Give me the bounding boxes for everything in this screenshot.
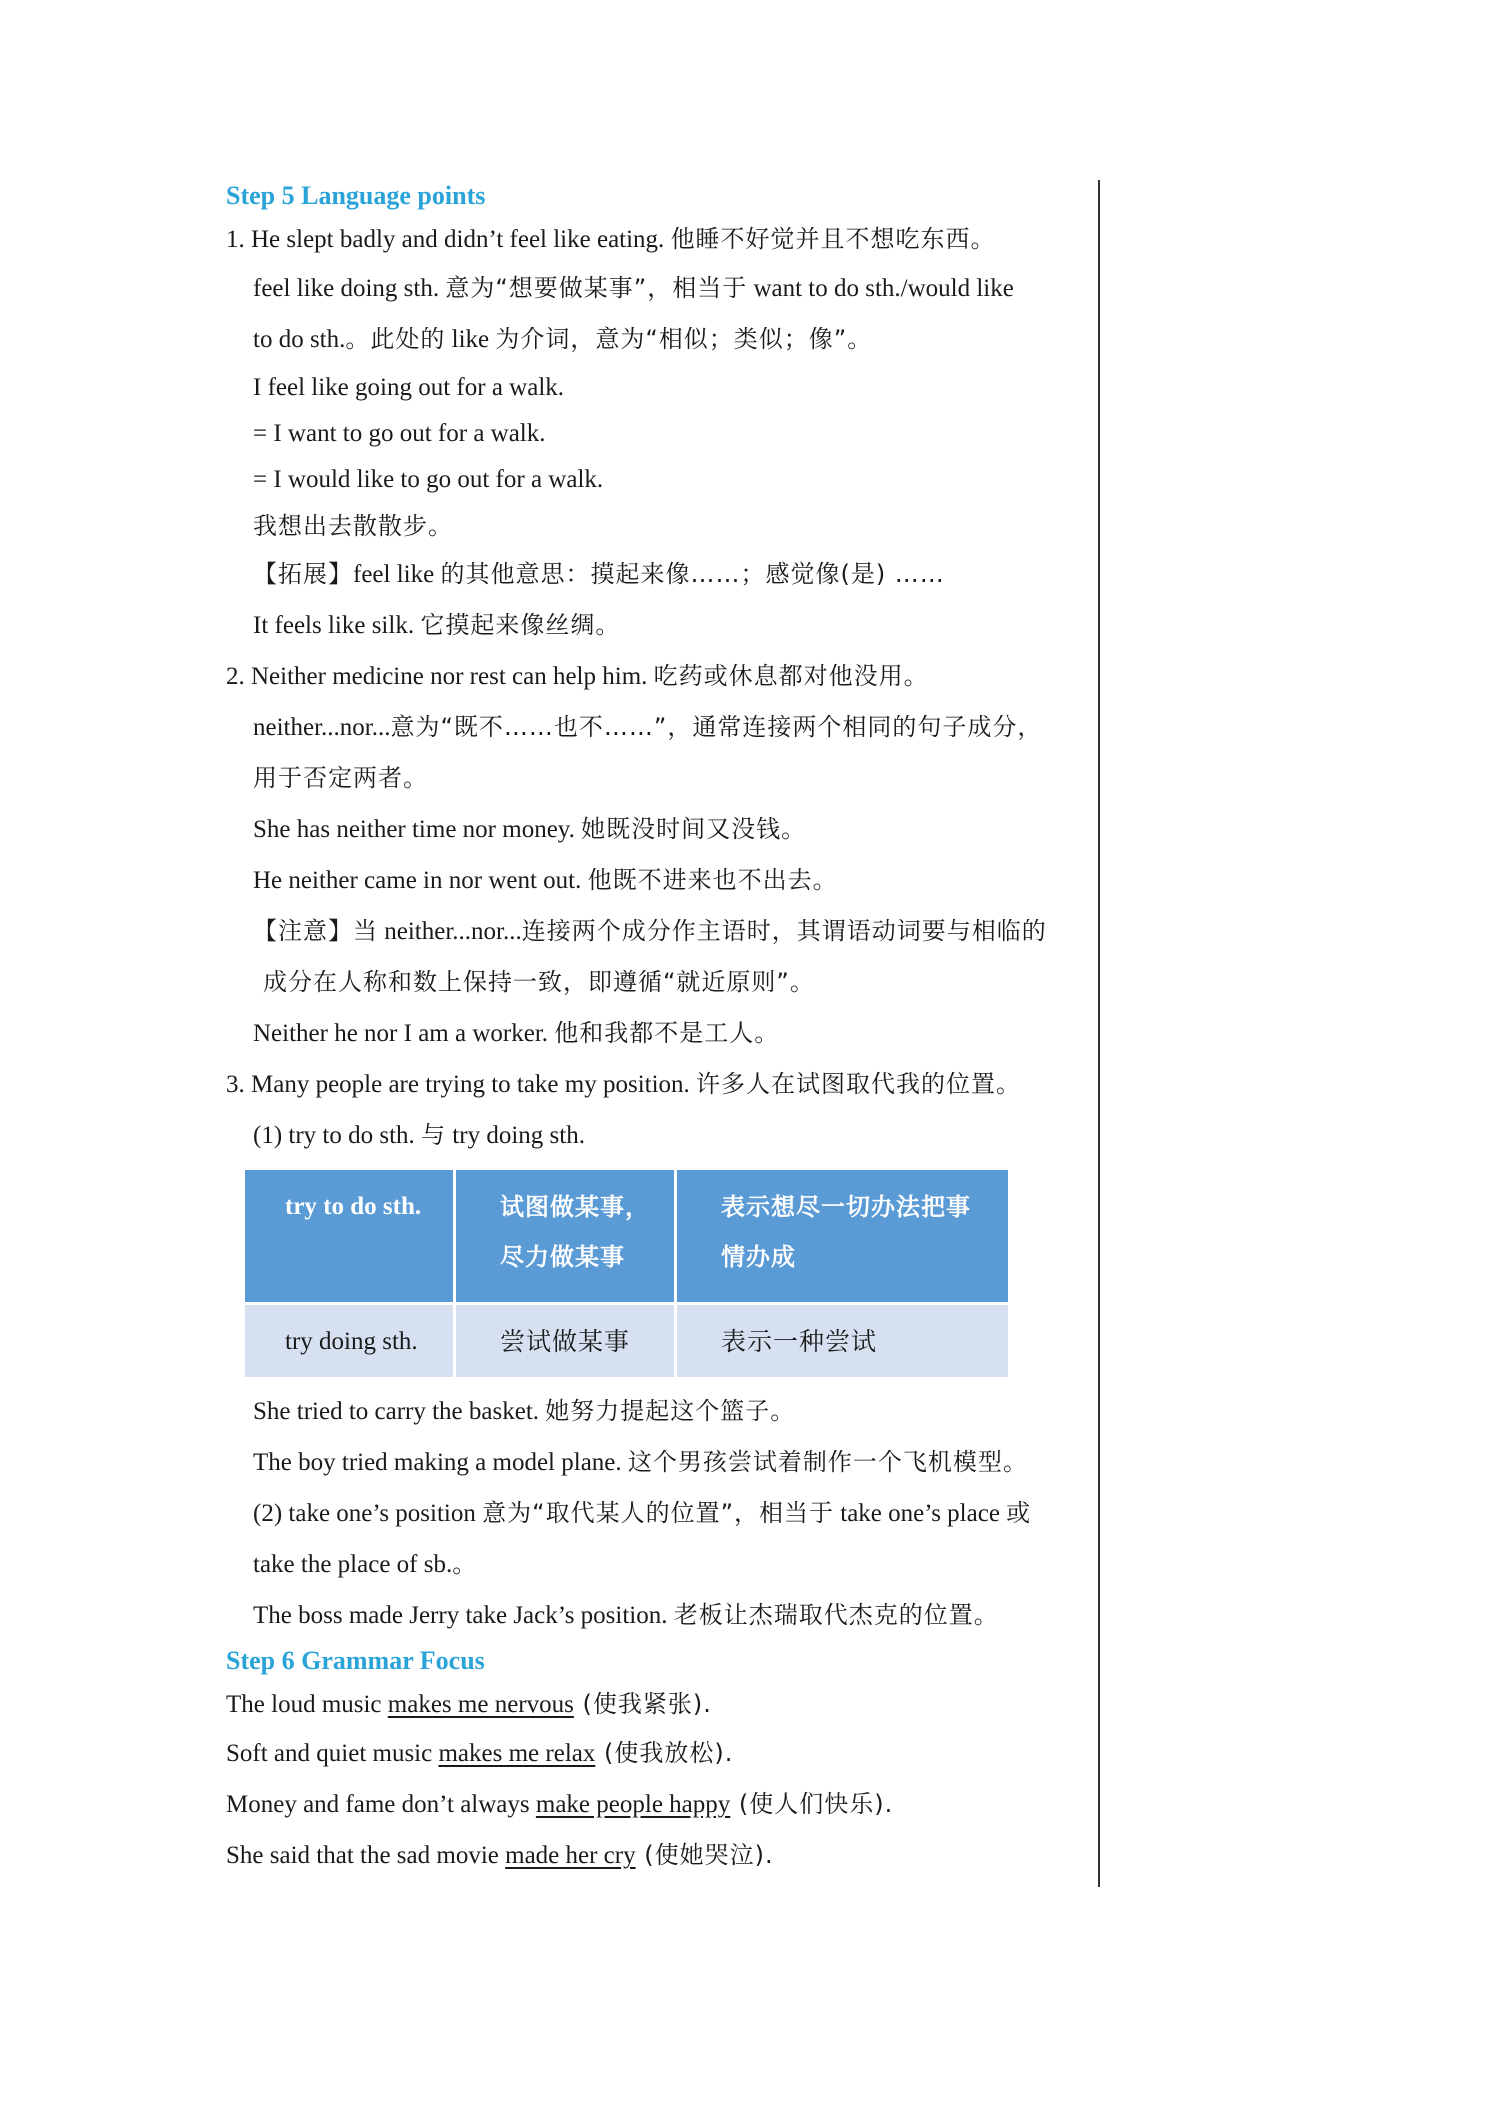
table-cell: 试图做某事， 尽力做某事 (456, 1170, 674, 1302)
point3-sentence: 3. Many people are trying to take my position. 许多人在试图取代我的位置。 (226, 1070, 1022, 1098)
point3-sub2: (2) take one’s position 意为“取代某人的位置”，相当于 take one’s place 或 (253, 1499, 1032, 1527)
point3-example-1: She tried to carry the basket. 她努力提起这个篮子。 (253, 1397, 796, 1425)
step5-heading: Step 5 Language points (226, 181, 486, 210)
margin-rule (1098, 180, 1100, 1887)
point3-sub2-cont: take the place of sb.。 (253, 1550, 478, 1578)
point3-example-2: The boy tried making a model plane. 这个男孩尝试着制作一个飞机模型。 (253, 1448, 1028, 1476)
point2-example-1: She has neither time nor money. 她既没时间又没钱。 (253, 815, 807, 843)
table-row (245, 1305, 1008, 1377)
point1-sentence: 1. He slept badly and didn’t feel like eating. 他睡不好觉并且不想吃东西。 (226, 225, 996, 253)
point1-example-2: = I want to go out for a walk. (253, 420, 546, 447)
point1-explain-1: feel like doing sth. 意为“想要做某事”，相当于 want to do sth./would like (253, 274, 1014, 302)
table-cell: 表示想尽一切办法把事 情办成 (677, 1170, 1008, 1302)
table-row (245, 1170, 1008, 1302)
table-cell: 表示一种尝试 (677, 1305, 1008, 1377)
point2-example-2: He neither came in nor went out. 他既不进来也不出去。 (253, 866, 838, 894)
point3-sub1: (1) try to do sth. 与 try doing sth. (253, 1121, 585, 1149)
table-cell: try doing sth. (245, 1305, 453, 1377)
point1-example-3: = I would like to go out for a walk. (253, 466, 604, 493)
point2-explain-2: 用于否定两者。 (253, 764, 428, 792)
point2-sentence: 2. Neither medicine nor rest can help him. 吃药或休息都对他没用。 (226, 662, 929, 690)
point2-example-3: Neither he nor I am a worker. 他和我都不是工人。 (253, 1019, 780, 1047)
table-cell: try to do sth. (245, 1170, 453, 1302)
comparison-table (242, 1167, 1011, 1380)
grammar-sentence-3: Money and fame don’t always make people happy (使人们快乐). (226, 1790, 894, 1818)
table-cell: 尝试做某事 (456, 1305, 674, 1377)
document-body (226, 176, 1086, 1881)
point1-example-translation: 我想出去散散步。 (253, 512, 453, 540)
point2-note: 【注意】当 neither...nor...连接两个成分作主语时，其谓语动词要与相临的 (253, 917, 1047, 945)
point2-explain-1: neither...nor...意为“既不……也不……”，通常连接两个相同的句子成分， (253, 713, 1043, 741)
point1-extension: 【拓展】feel like 的其他意思：摸起来像……；感觉像(是) …… (253, 560, 945, 588)
point1-explain-2: to do sth.。此处的 like 为介词，意为“相似；类似；像”。 (253, 325, 873, 353)
point3-example-3: The boss made Jerry take Jack’s position. 老板让杰瑞取代杰克的位置。 (253, 1601, 999, 1629)
point1-example-1: I feel like going out for a walk. (253, 374, 565, 401)
step6-heading: Step 6 Grammar Focus (226, 1646, 485, 1675)
point1-extension-example: It feels like silk. 它摸起来像丝绸。 (253, 611, 621, 639)
grammar-sentence-4: She said that the sad movie made her cry (使她哭泣). (226, 1841, 774, 1869)
point2-note-2: 成分在人称和数上保持一致，即遵循“就近原则”。 (263, 968, 815, 996)
grammar-sentence-2: Soft and quiet music makes me relax (使我放松). (226, 1739, 734, 1767)
grammar-sentence-1: The loud music makes me nervous (使我紧张). (226, 1690, 712, 1718)
